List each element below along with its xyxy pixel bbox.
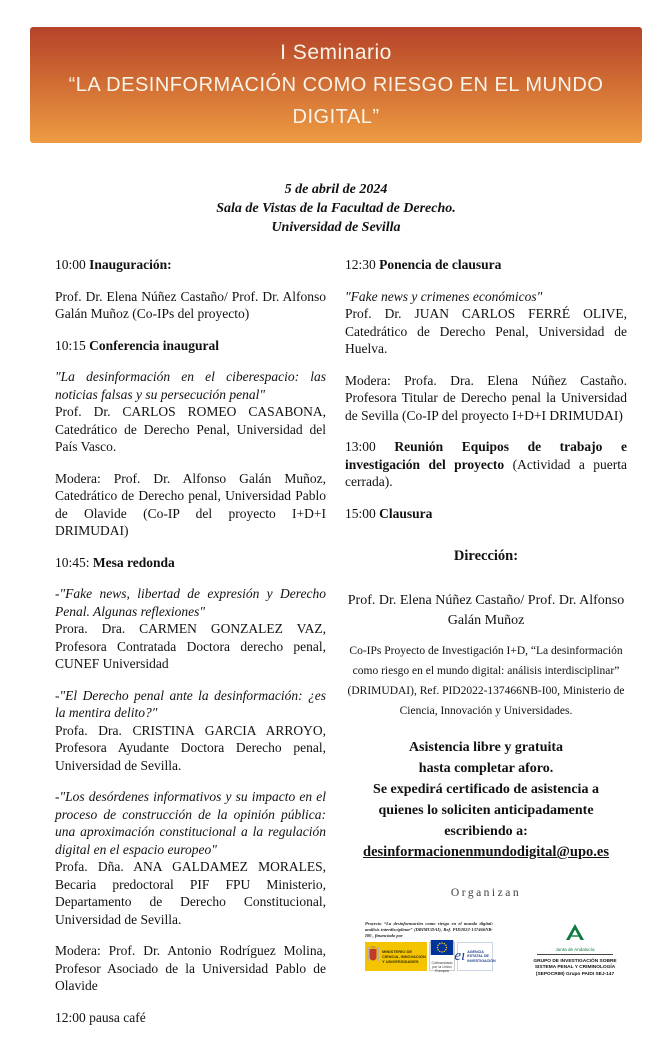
attendance-lines — [345, 737, 627, 842]
organizers-logos-row — [345, 921, 627, 978]
seminar-series-title: I Seminario — [280, 41, 392, 64]
attendance-line: quienes lo soliciten anticipadamente — [378, 803, 594, 818]
direction-heading: Dirección: — [453, 548, 519, 564]
program-entry: "Fake news y crimenes económicos" Prof. Dr. JUAN CARLOS FERRÉ OLIVE, Catedrático de Derecho Penal, Universidad de Huelva. — [345, 288, 627, 356]
event-venue: Sala de Vistas de la Facultad de Derecho. — [216, 201, 456, 216]
junta-a-icon — [564, 923, 586, 941]
program-columns — [55, 256, 627, 1040]
program-left-column — [55, 256, 326, 1040]
direction-names: Prof. Dr. Elena Núñez Castaño/ Prof. Dr. Alfonso Galán Muñoz — [347, 593, 625, 628]
program-entry: -"Fake news, libertad de expresión y Derecho Penal. Algunas reflexiones" Prora. Dra. CARMEN GONZALEZ VAZ, Profesora Contratada Doctora derecho penal, CUNEF Universidad — [55, 586, 326, 671]
direction-project-note: Co-IPs Proyecto de Investigación I+D, “La desinformación como riesgo en el mundo digital: análisis interdisciplinar” (DRIMUDAI), Ref. PID2022-137466NB-I00, Ministerio de Ciencia, Innovación y Universidades. — [347, 645, 625, 717]
junta-andalucia-logo — [537, 921, 613, 955]
event-university: Universidad de Sevilla — [271, 220, 401, 235]
program-entry: 15:00 Clausura — [345, 505, 433, 521]
attendance-line: Asistencia libre y gratuita — [408, 740, 564, 755]
direction-section — [345, 548, 627, 721]
program-entry: Modera: Prof. Dr. Antonio Rodríguez Molina, Profesor Asociado de la Universidad Pablo de Olavide — [55, 943, 326, 993]
seminar-title-line1: “LA DESINFORMACIÓN COMO RIESGO EN EL MUNDO — [68, 74, 604, 96]
research-group-label: GRUPO DE INVESTIGACIÓN SOBRE SISTEMA PENAL Y CRIMINOLOGÍA (SEPOCRIM) Grupo PAIDI SEJ-147 — [533, 959, 617, 977]
funding-note: Proyecto “La desinformación como riesgo en el mundo digital: análisis interdisciplinar” (DRIMUDAI), Ref. PID2022-137466NB-I00 , financiado por — [365, 921, 493, 938]
event-date: 5 de abril de 2024 — [284, 182, 388, 197]
seminar-title-line2: DIGITAL” — [292, 106, 380, 128]
ministerio-logo-label: MINISTERIO DE CIENCIA, INNOVACIÓN Y UNIVERSIDADES — [382, 949, 426, 964]
program-entry: 12:30 Ponencia de clausura — [345, 257, 502, 272]
program-entry: 10:15 Conferencia inaugural — [55, 337, 220, 353]
event-info — [0, 180, 672, 237]
attendance-line: escribiendo a: — [444, 824, 528, 839]
program-entry: 10:00 Inauguración: — [55, 257, 172, 272]
program-entry: Modera: Prof. Dr. Alfonso Galán Muñoz, Catedrático de Derecho penal, Universidad Pablo de Olavide (Co-IP del proyecto I+D+I DRIMUDAI) — [55, 470, 326, 538]
program-entry: -"Los desórdenes informativos y su impacto en el proceso de construcción de la opinión pública: una aproximación constitucional a la regulación digital en el espacio europeo" Profa. Dña. ANA GALDAMEZ MORALES, Becaria predoctoral PIF FPU Ministerio, Departamento de Derecho Constitucional, Universidad de Sevilla. — [55, 789, 326, 927]
junta-andalucia-label: Junta de Andalucía — [555, 947, 595, 952]
program-entry: 10:45: Mesa redonda — [55, 554, 175, 570]
attendance-line: hasta completar aforo. — [418, 761, 554, 776]
program-entry: 12:00 pausa café — [55, 1009, 146, 1025]
funding-block — [365, 921, 496, 973]
contact-email-link[interactable]: desinformacionenmundodigital@upo.es — [363, 844, 609, 860]
eu-flag-icon — [430, 940, 454, 960]
junta-andalucia-block — [525, 921, 625, 978]
aei-logo-label: AGENCIA ESTATAL DE INVESTIGACIÓN — [467, 950, 496, 963]
eu-logo-label: Cofinanciado por la Unión Europea — [431, 961, 453, 973]
aei-e-glyph: eı — [454, 948, 466, 964]
attendance-line: Se expedirá certificado de asistencia a — [373, 782, 599, 797]
title-banner — [30, 27, 642, 143]
program-right-entries — [345, 256, 627, 522]
program-right-column — [345, 256, 627, 1040]
program-entry: 13:00 Reunión Equipos de trabajo e investigación del proyecto (Actividad a puerta cerrada). — [345, 439, 628, 489]
program-entry: Prof. Dr. Elena Núñez Castaño/ Prof. Dr. Alfonso Galán Muñoz (Co-IPs del proyecto) — [55, 288, 326, 321]
program-entry: "La desinformación en el ciberespacio: las noticias falsas y su persecución penal" Prof. Dr. CARLOS ROMEO CASABONA, Catedrático de Derecho Penal, Universidad del País Vasco. — [55, 369, 326, 454]
program-entry: Modera: Profa. Dra. Elena Núñez Castaño. Profesora Titular de Derecho penal la Universidad de Sevilla (Co-IP del proyecto I+D+I DRIMUDAI) — [345, 372, 627, 423]
organizers-heading: Organizan — [450, 887, 522, 899]
attendance-section — [345, 737, 627, 861]
program-entry: -"El Derecho penal ante la desinformación: ¿es la mentira delito?" Profa. Dra. CRISTINA GARCIA ARROYO, Profesora Ayudante Doctora Derecho penal, Universidad de Sevilla. — [55, 687, 326, 773]
